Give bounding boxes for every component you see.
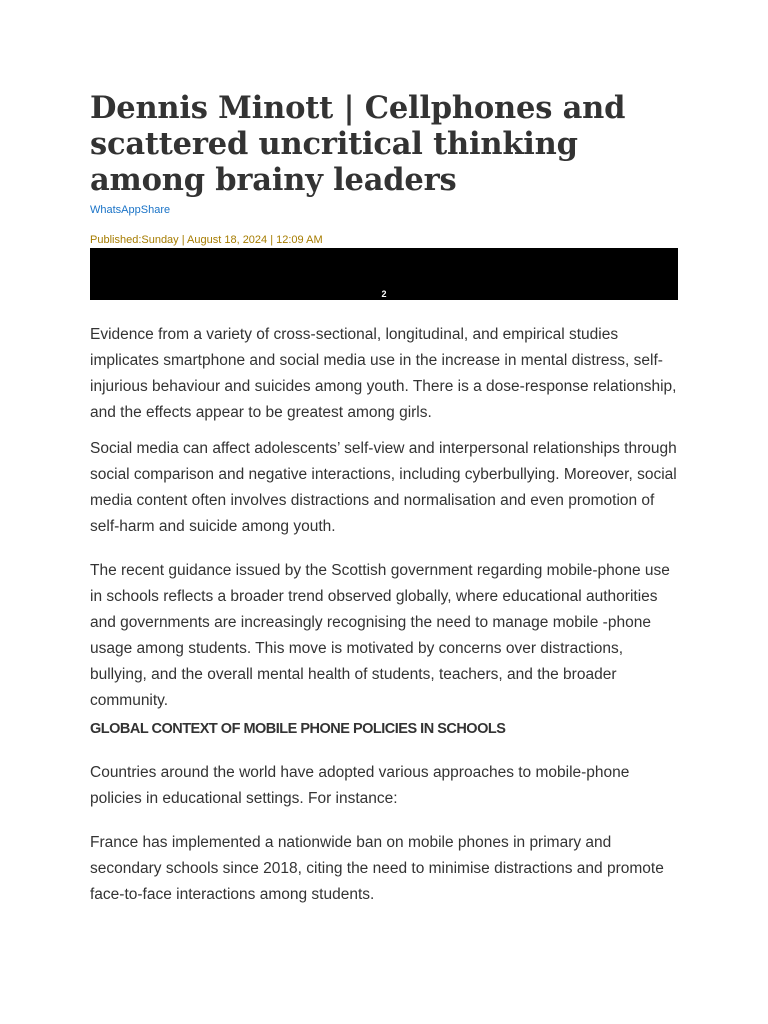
share-row [90,203,680,217]
paragraph: Evidence from a variety of cross-sectional, longitudinal, and empirical studies implicates smartphone and social media use in the increase in mental distress, self-injurious behaviour and suicides among youth. There is a dose-response relationship, and the effects appear to be greatest among girls. [90,326,677,421]
paragraph: Social media can affect adolescents’ self-view and interpersonal relationships through social comparison and negative interactions, including cyberbullying. Moreover, social media content often involves distractions and normalisation and even promotion of self-harm and suicide among youth. [90,440,677,535]
article-body [90,322,680,908]
article [90,90,680,908]
media-gallery[interactable] [90,248,678,300]
whatsapp-share-link[interactable]: WhatsApp [90,204,141,216]
share-link[interactable]: Share [140,204,171,216]
published-date: Published:Sunday | August 18, 2024 | 12:09 AM [90,234,323,246]
paragraph: The recent guidance issued by the Scottish government regarding mobile-phone use in schools reflects a broader trend observed globally, where educational authorities and governments are increasingly recognising the need to manage mobile -phone usage among students. This move is motivated by concerns over distractions, bullying, and the overall mental health of students, teachers, and the broader community. [90,562,670,709]
paragraph: Countries around the world have adopted various approaches to mobile-phone policies in educational settings. For instance: [90,764,630,807]
gallery-counter: 2 [381,289,387,299]
section-heading: GLOBAL CONTEXT OF MOBILE PHONE POLICIES IN SCHOOLS [90,721,506,737]
paragraph: France has implemented a nationwide ban on mobile phones in primary and secondary schools since 2018, citing the need to minimise distractions and promote face-to-face interactions among students. [90,834,664,903]
article-headline: Dennis Minott | Cellphones and scattered uncritical thinking among brainy leaders [90,90,626,198]
